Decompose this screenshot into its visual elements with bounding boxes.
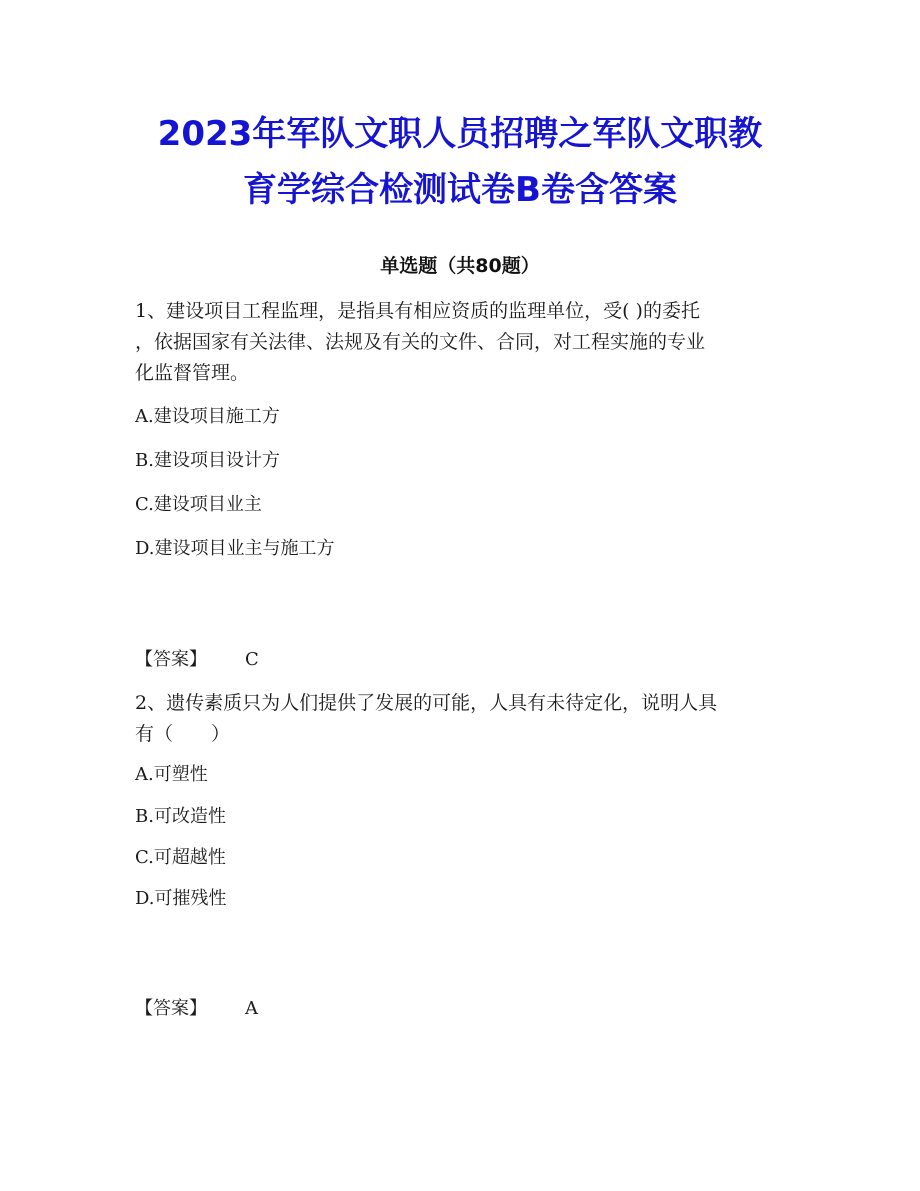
question-1-stem-line-2: ，依据国家有关法律、法规及有关的文件、合同，对工程实施的专业: [135, 331, 706, 353]
question-1-option-d: D.建设项目业主与施工方: [135, 538, 335, 559]
question-2-stem-line-2: 有（ ）: [135, 723, 231, 745]
question-1-option-c: C.建设项目业主: [135, 494, 262, 515]
question-1-stem-line-3: 化监督管理。: [135, 362, 250, 384]
question-2-option-a: A.可塑性: [135, 764, 208, 785]
question-2-stem: [135, 688, 785, 750]
question-1-stem-line-1: 1、建设项目工程监理，是指具有相应资质的监理单位，受( )的委托: [135, 300, 700, 322]
answer-label: 【答案】: [135, 649, 207, 670]
question-1-answer: [135, 648, 259, 672]
question-1-answer-value: C: [245, 649, 259, 670]
document-title: [100, 106, 820, 218]
question-2-stem-line-1: 2、遗传素质只为人们提供了发展的可能，人具有未待定化，说明人具: [135, 692, 718, 714]
question-1-option-b: B.建设项目设计方: [135, 450, 280, 471]
document-title-line-2: 育学综合检测试卷B卷含答案: [243, 170, 677, 210]
section-heading: 单选题（共80题）: [380, 255, 540, 277]
answer-label: 【答案】: [135, 998, 207, 1019]
question-1-option-a: A.建设项目施工方: [135, 406, 280, 427]
document-title-line-1: 2023年军队文职人员招聘之军队文职教: [157, 114, 763, 154]
question-1-stem: [135, 296, 785, 389]
question-2-option-c: C.可超越性: [135, 847, 226, 868]
question-2-option-b: B.可改造性: [135, 806, 226, 827]
question-2-answer-value: A: [245, 998, 258, 1019]
question-2-option-d: D.可摧残性: [135, 888, 227, 909]
question-2-answer: [135, 997, 258, 1021]
